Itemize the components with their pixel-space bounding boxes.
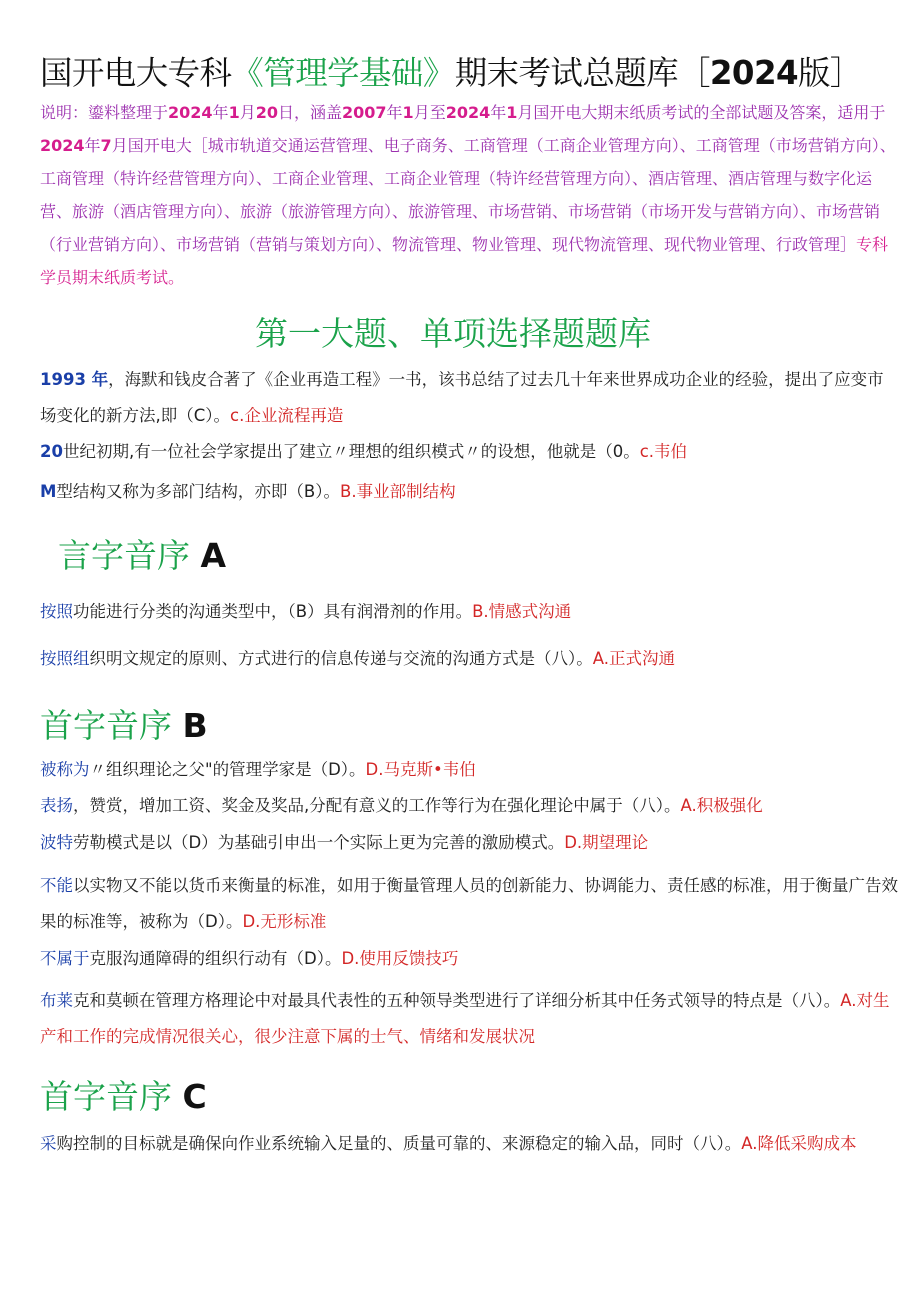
question-text: 以实物又不能以货币来衡量的标准，如用于衡量管理人员的创新能力、协调能力、责任感的标准，用于衡量广告效果的标准等，被称为（D）。 (40, 876, 898, 931)
question-lead: 布莱 (40, 991, 73, 1010)
question-lead: 20 (40, 442, 63, 461)
section-heading-letter: A (200, 536, 227, 575)
question-text: 〃组织理论之父"的管理学家是（D）。 (89, 760, 366, 779)
intro-text: 年 (386, 103, 403, 122)
question-lead: 按照组 (40, 649, 90, 668)
question-item (40, 641, 898, 677)
question-answer: D.无形标准 (242, 912, 327, 931)
question-lead: 不属于 (40, 949, 90, 968)
title-middle: 期末考试总题库［ (454, 54, 710, 92)
question-text: 购控制的目标就是确保向作业系统输入足量的、质量可靠的、来源稳定的输入品，同时（八）。 (56, 1134, 742, 1153)
intro-year: 2024 (168, 103, 213, 122)
intro-number: 20 (255, 103, 278, 122)
intro-tail: 专科学员期末纸质考试。 (40, 235, 889, 287)
intro-year: 2007 (342, 103, 387, 122)
intro-text: 年 (212, 103, 229, 122)
title-year: 2024 (709, 54, 798, 92)
intro-number: 1 (228, 103, 240, 122)
section-heading-c (40, 1071, 207, 1118)
question-item (40, 434, 898, 470)
question-text: ，赞赏，增加工资、奖金及奖品,分配有意义的工作等行为在强化理论中属于（八）。 (73, 796, 681, 815)
question-text: 功能进行分类的沟通类型中，（B）具有润滑剂的作用。 (73, 602, 473, 621)
title-suffix: 版］ (797, 54, 862, 92)
question-text: 克和莫顿在管理方格理论中对最具代表性的五种领导类型进行了详细分析其中任务式领导的特点是（八）。 (73, 991, 841, 1010)
question-item (40, 1126, 898, 1162)
question-lead: 不能 (40, 876, 73, 895)
question-item (40, 825, 898, 861)
question-item (40, 594, 898, 630)
question-answer: B.事业部制结构 (340, 482, 456, 501)
question-text: 型结构又称为多部门结构，亦即（B）。 (56, 482, 340, 501)
intro-text: 年 (84, 136, 101, 155)
question-answer: A.正式沟通 (592, 649, 675, 668)
question-answer: A.对生产和工作的完成情况很关心，很少注意下属的士气、情绪和发展状况 (40, 991, 890, 1046)
question-lead: M (40, 482, 57, 501)
question-item (40, 941, 898, 977)
title-prefix: 国开电大专科 (40, 54, 232, 92)
part-heading: 第一大题、单项选择题题库 (255, 314, 651, 353)
intro-text: 说明：鎏料整理于 (40, 103, 169, 122)
question-lead: 表扬 (40, 796, 73, 815)
question-text: 劳勒模式是以（D）为基础引申出一个实际上更为完善的激励模式。 (73, 833, 565, 852)
section-heading-letter: C (182, 1077, 207, 1116)
section-heading-text: 首字音序 (40, 706, 172, 745)
intro-number: 7 (100, 136, 112, 155)
document-title (40, 48, 910, 94)
question-answer: D.期望理论 (564, 833, 649, 852)
intro-text: 月至 (413, 103, 446, 122)
question-lead: 波特 (40, 833, 73, 852)
intro-number: 1 (506, 103, 518, 122)
intro-year: 2024 (40, 136, 85, 155)
intro-majors-list: ［城市轨道交通运营管理、电子商务、工商管理（工商企业管理方向）、工商管理（市场营销方向）、工商管理（特许经营管理方向）、工商企业管理、工商企业管理（特许经营管理方向）、酒店管理、酒店管理与数字化运营、旅游（酒店管理方向）、旅游（旅游管理方向）、旅游管理、市场营销、市场营销（市场开发与营销方向）、市场营销（行业营销方向）、市场营销（营销与策划方向）、物流管理、物业管理、现代物流管理、现代物业管理、行政管理］ (40, 136, 896, 254)
intro-text: 月国开电大期末纸质考试的全部试题及答案，适用于 (517, 103, 886, 122)
section-heading-text: 首字音序 (40, 1077, 172, 1116)
section-heading-a (58, 530, 226, 577)
question-lead: 按照 (40, 602, 73, 621)
intro-year: 2024 (445, 103, 491, 122)
question-text: 世纪初期,有一位社会学家提出了建立〃理想的组织模式〃的设想，他就是（0。 (62, 442, 640, 461)
section-heading-b (40, 700, 208, 747)
question-text: 织明文规定的原则、方式进行的信息传递与交流的沟通方式是（八）。 (89, 649, 593, 668)
question-item (40, 474, 898, 510)
question-answer: D.使用反馈技巧 (341, 949, 459, 968)
question-answer: A.积极强化 (680, 796, 763, 815)
question-item (40, 788, 898, 824)
intro-number: 1 (402, 103, 414, 122)
section-heading-text: 言字音序 (58, 536, 190, 575)
question-text: ，海默和钱皮合著了《企业再造工程》一书，该书总结了过去几十年来世界成功企业的经验，提出了应变市场变化的新方法,即（C）。 (40, 370, 884, 425)
intro-text: 日，涵盖 (277, 103, 342, 122)
question-lead: 1993 年 (40, 370, 109, 389)
intro-text: 年 (490, 103, 507, 122)
question-answer: A.降低采购成本 (741, 1134, 857, 1153)
section-heading-letter: B (182, 706, 208, 745)
intro-text: 月国开电大 (111, 136, 192, 155)
question-lead: 采 (40, 1134, 57, 1153)
question-answer: D.马克斯•韦伯 (365, 760, 476, 779)
question-item (40, 983, 898, 1055)
question-item (40, 752, 898, 788)
question-lead: 被称为 (40, 760, 90, 779)
question-item (40, 868, 898, 940)
question-answer: c.企业流程再造 (230, 406, 344, 425)
question-text: 克服沟通障碍的组织行动有（D）。 (89, 949, 342, 968)
intro-note (40, 96, 898, 294)
question-item (40, 362, 898, 434)
title-book-name: 《管理学基础》 (231, 54, 455, 92)
question-answer: B.情感式沟通 (472, 602, 572, 621)
question-answer: c.韦伯 (639, 442, 688, 461)
intro-text: 月 (239, 103, 256, 122)
